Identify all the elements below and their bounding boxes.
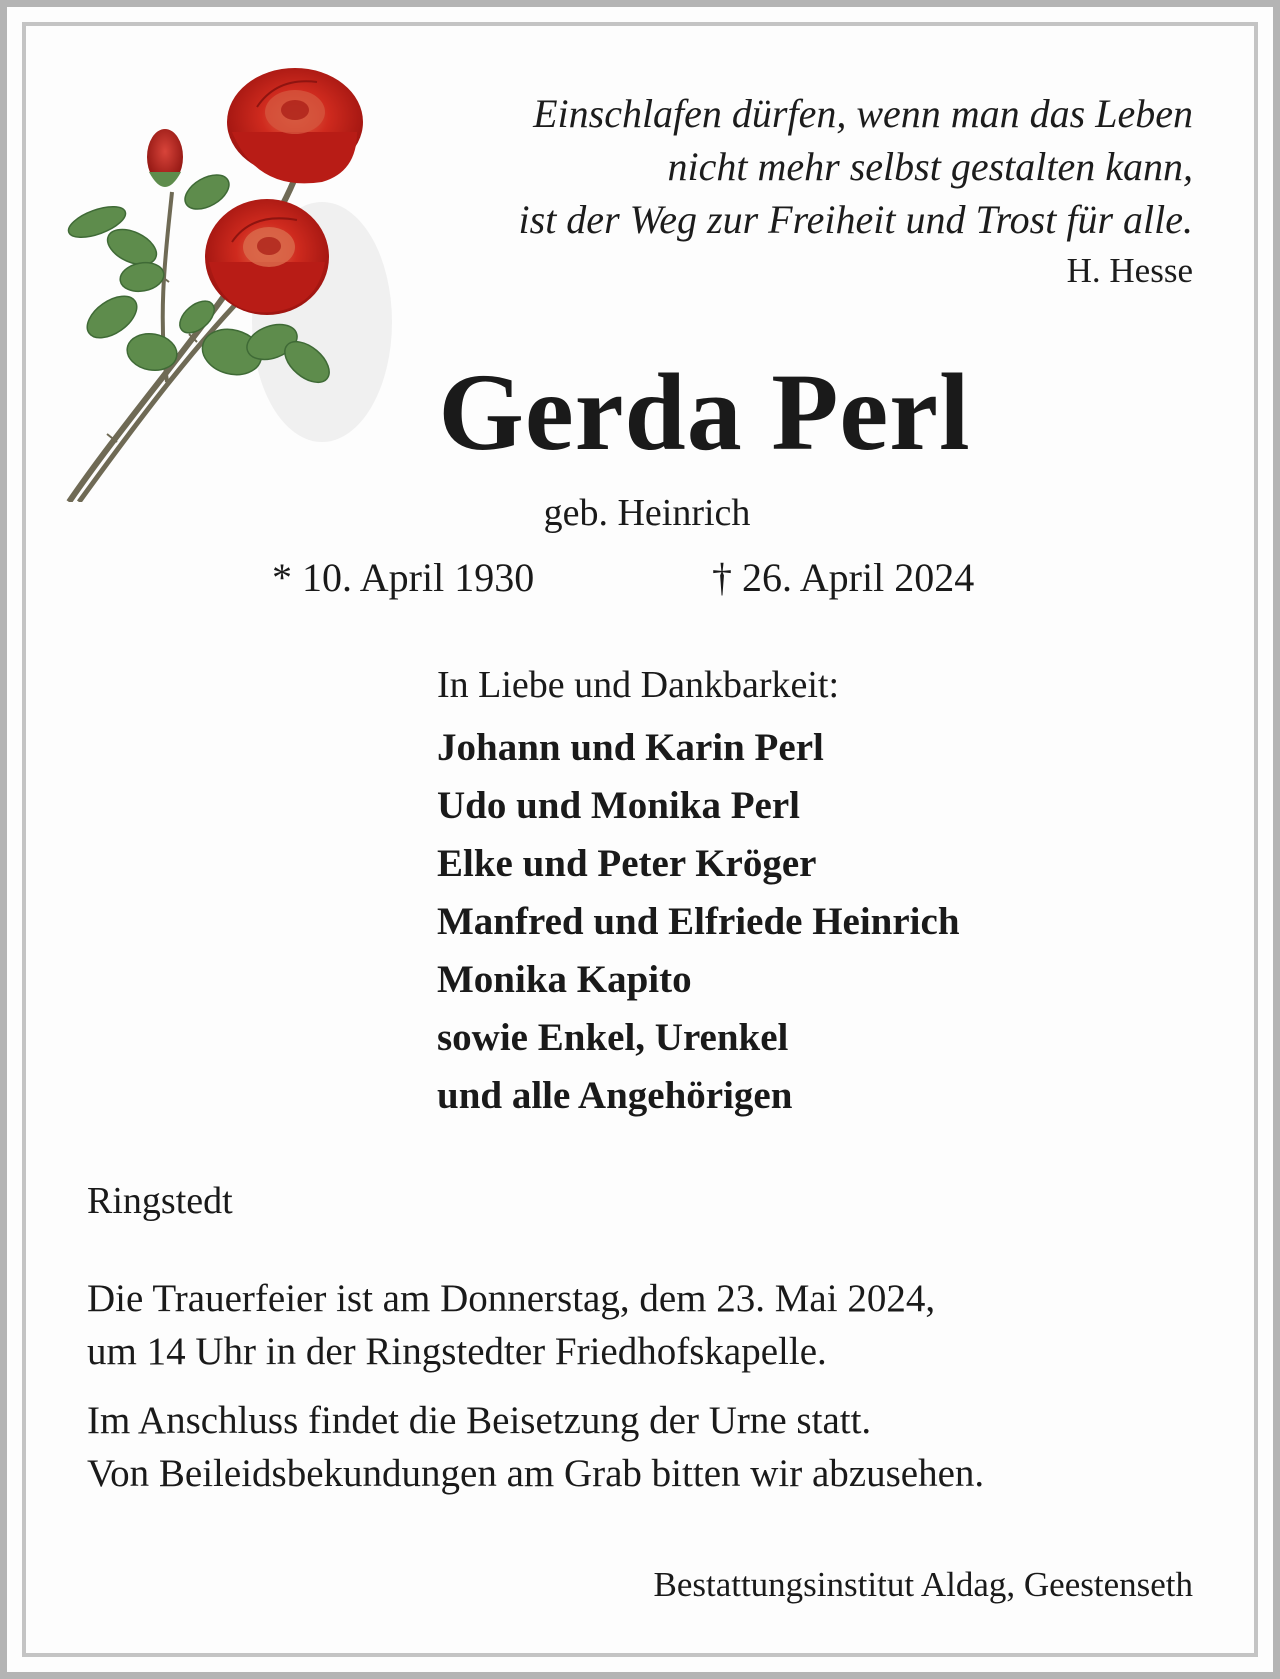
- mourner-name: sowie Enkel, Urenkel: [437, 1016, 789, 1059]
- service-line: Im Anschluss findet die Beisetzung der Urne statt.: [87, 1399, 872, 1442]
- quote-line: Einschlafen dürfen, wenn man das Leben: [533, 91, 1193, 136]
- quote-author: H. Hesse: [1066, 251, 1193, 290]
- service-line: Von Beileidsbekundungen am Grab bitten wir abzusehen.: [87, 1452, 985, 1495]
- place: Ringstedt: [87, 1180, 233, 1222]
- service-line: Die Trauerfeier ist am Donnerstag, dem 23. Mai 2024,: [87, 1277, 936, 1320]
- quote-line: ist der Weg zur Freiheit und Trost für alle.: [518, 197, 1193, 242]
- deceased-name: Gerda Perl: [438, 351, 971, 473]
- hesse-quote: [373, 87, 1193, 296]
- service-line: um 14 Uhr in der Ringstedter Friedhofskapelle.: [87, 1330, 827, 1373]
- mourner-name: Elke und Peter Kröger: [437, 842, 817, 885]
- mourners-intro: In Liebe und Dankbarkeit:: [437, 664, 840, 706]
- service-info: [87, 1272, 1207, 1500]
- mourner-name: Johann und Karin Perl: [437, 726, 824, 769]
- death-date: † 26. April 2024: [712, 555, 975, 600]
- birth-date: * 10. April 1930: [272, 555, 535, 600]
- mourner-name: Monika Kapito: [437, 958, 692, 1001]
- mourners-block: [437, 659, 1137, 1125]
- quote-line: nicht mehr selbst gestalten kann,: [667, 144, 1193, 189]
- mourners-list: [437, 719, 1137, 1125]
- mourner-name: und alle Angehörigen: [437, 1074, 793, 1117]
- mourner-name: Udo und Monika Perl: [437, 784, 800, 827]
- undertaker: Bestattungsinstitut Aldag, Geestenseth: [653, 1565, 1193, 1604]
- birth-name: geb. Heinrich: [543, 492, 751, 534]
- mourner-name: Manfred und Elfriede Heinrich: [437, 900, 960, 943]
